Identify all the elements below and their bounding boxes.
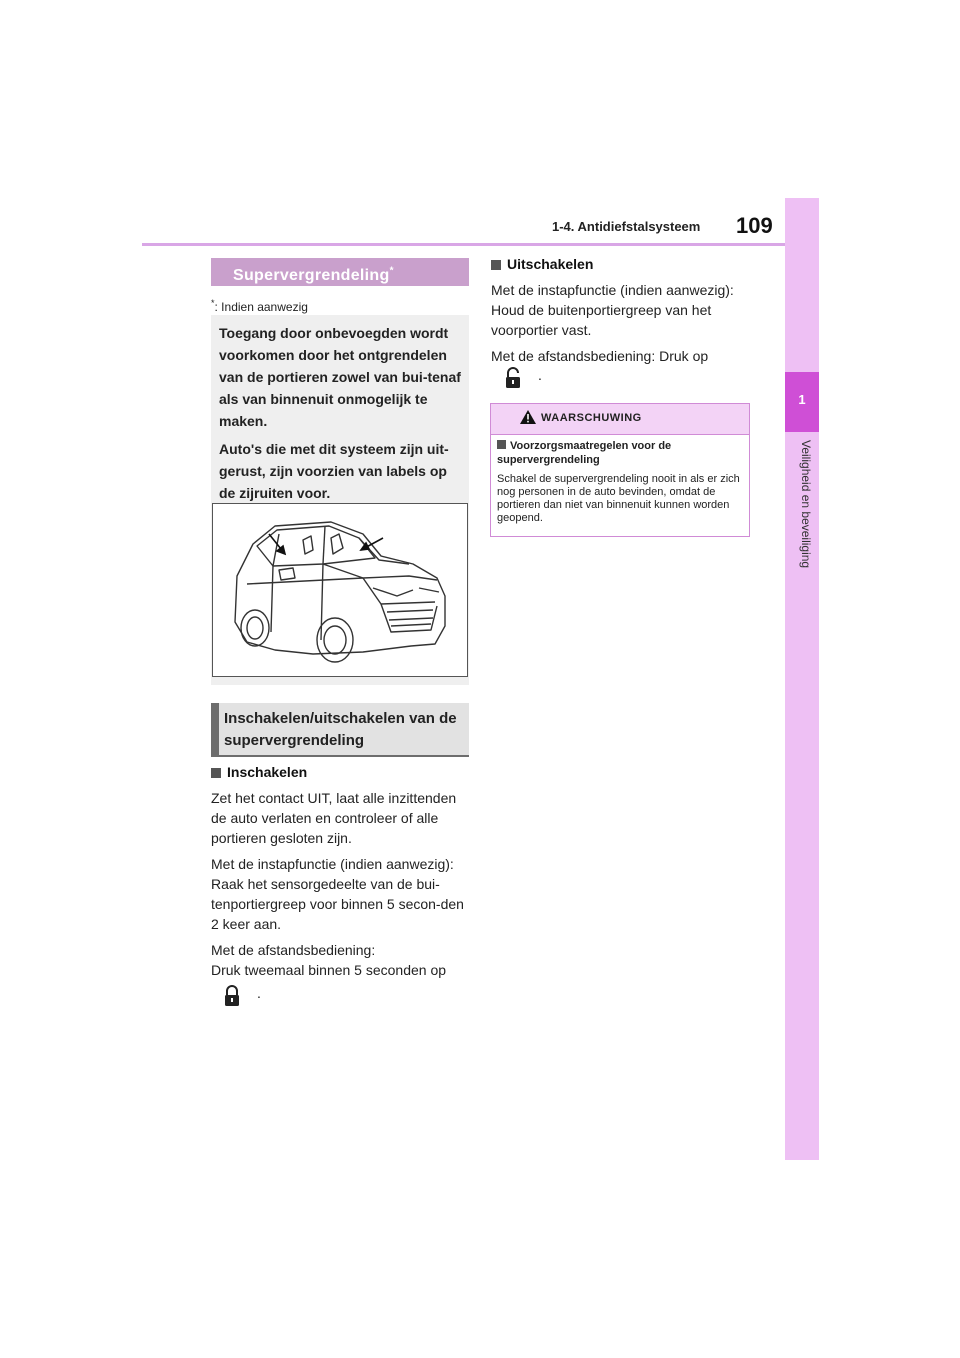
warning-subtitle xyxy=(497,439,741,467)
intro-paragraph-1: Toegang door onbevoegden wordt voorkomen door het ontgrendelen van de portieren zowel van bui-tenaf als van binnenuit onmogelijk te maken. xyxy=(219,325,461,429)
bullet-square-icon xyxy=(497,440,506,449)
unlock-period: . xyxy=(538,367,542,383)
subheading-text: Inschakelen xyxy=(227,764,308,780)
warning-box xyxy=(490,403,750,537)
subheading-uitschakelen xyxy=(491,256,593,272)
chapter-number: 1 xyxy=(798,392,806,407)
chapter-side-tab xyxy=(785,198,819,1160)
unlock-button-ref xyxy=(505,367,542,392)
bullet-square-icon xyxy=(211,768,221,778)
uitschakelen-body xyxy=(491,280,751,372)
warning-body: Schakel de supervergrendeling nooit in als er zich nog personen in de auto bevinden, omdat de portieren dan niet van binnenuit kunnen worden geopend. xyxy=(497,473,740,524)
on-paragraph-1: Zet het contact UIT, laat alle inzittenden de auto verlaten en controleer of alle portieren gesloten zijn. xyxy=(211,790,457,846)
car-illustration xyxy=(212,503,468,677)
warning-title: WAARSCHUWING xyxy=(541,412,642,424)
unlock-icon xyxy=(505,367,521,389)
footnote-text: : Indien aanwezig xyxy=(214,300,308,314)
header-rule xyxy=(142,243,785,246)
on-paragraph-3b: Druk tweemaal binnen 5 seconden op xyxy=(211,962,447,978)
warning-header xyxy=(491,404,749,435)
heading-text: Supervergrendeling xyxy=(233,267,390,285)
footnote xyxy=(211,298,308,314)
subheading-inschakelen xyxy=(211,764,307,780)
intro-text xyxy=(219,322,463,510)
lock-button-ref xyxy=(224,985,261,1010)
lock-icon xyxy=(224,985,240,1007)
on-paragraph-3a: Met de afstandsbediening: xyxy=(211,942,376,958)
section-title: 1-4. Antidiefstalsysteem xyxy=(552,219,701,234)
lock-period: . xyxy=(257,985,261,1001)
warning-subtitle-text: Voorzorgsmaatregelen voor de supervergrendeling xyxy=(497,440,672,466)
footnote-star: * xyxy=(211,298,215,308)
page-number: 109 xyxy=(736,213,773,238)
footnote-marker: * xyxy=(389,266,394,277)
off-paragraph-1: Met de instapfunctie (indien aanwezig): Houd de buitenportiergreep van het voorportier vast. xyxy=(491,282,734,338)
heading2-text: Inschakelen/uitschakelen van de supervergrendeling xyxy=(224,710,457,749)
heading-supervergrendeling xyxy=(211,258,469,286)
chapter-title: Veiligheid en beveiliging xyxy=(799,440,813,569)
car-drawing xyxy=(213,504,467,676)
subheading-text: Uitschakelen xyxy=(507,256,594,272)
intro-paragraph-2: Auto's die met dit systeem zijn uit-gerust, zijn voorzien van labels op de zijruiten voor. xyxy=(219,441,449,501)
warning-triangle-icon xyxy=(519,409,537,425)
off-paragraph-2: Met de afstandsbediening: Druk op xyxy=(491,348,709,364)
inschakelen-body xyxy=(211,788,469,986)
chapter-number-tab xyxy=(785,372,819,432)
bullet-square-icon xyxy=(491,260,501,270)
on-paragraph-2: Met de instapfunctie (indien aanwezig): Raak het sensorgedeelte van de bui-tenportiergreep voor binnen 5 secon-den 2 keer aan. xyxy=(211,856,464,932)
heading2-underline xyxy=(211,755,469,757)
heading-inschakelen-uitschakelen xyxy=(211,703,469,756)
